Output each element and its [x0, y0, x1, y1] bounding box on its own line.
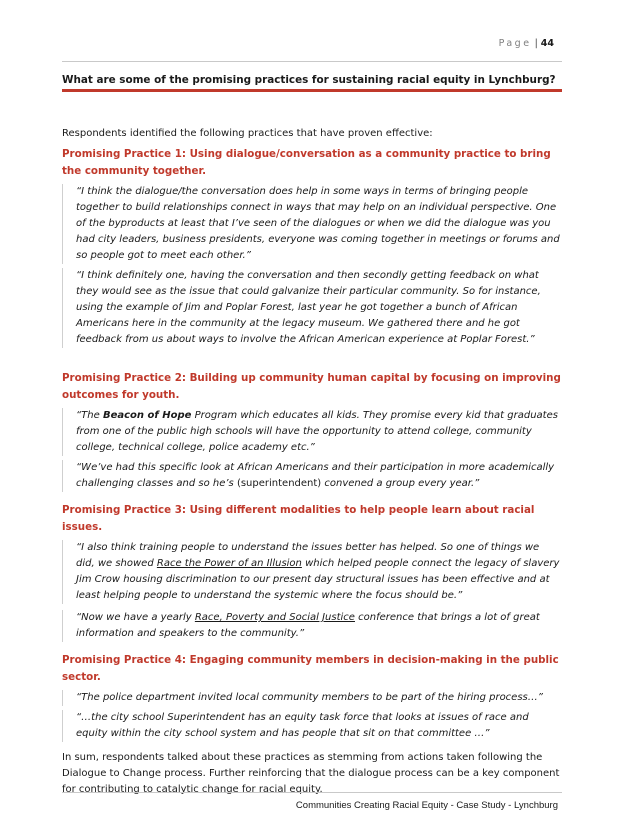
practice-3-title: Promising Practice 3: Using different modalities to help people learn about racial issues.	[62, 504, 535, 533]
intro-paragraph: Respondents identified the following practices that have proven effective:	[62, 128, 433, 139]
section-question: What are some of the promising practices for sustaining racial equity in Lynchburg?	[62, 74, 556, 86]
quote-text: “I also think training people to understand the issues better has helped. So one of things we did, we showed	[76, 542, 540, 569]
practice-2-quote-2	[62, 460, 562, 492]
quote-text: “We’ve had this specific look at African Americans and their participation in more academically challenging classes and so he’s	[76, 462, 555, 489]
quote-text: convened a group every year.”	[321, 478, 480, 489]
page-label: Page	[498, 38, 532, 49]
program-name: Beacon of Hope	[102, 410, 192, 421]
document-body	[62, 126, 562, 798]
conference-title: Race, Poverty and Social Justice	[194, 612, 355, 623]
film-title: Race the Power of an Illusion	[156, 558, 302, 569]
page-number: 44	[540, 38, 554, 49]
practice-4-quote-1: “The police department invited local community members to be part of the hiring process…”	[62, 690, 562, 706]
practice-1-quote-2: “I think definitely one, having the conversation and then secondly getting feedback on what they would see as the issue that could galvanize their particular community. So for instance, using the example of Jim and Poplar Forest, last year he got together a bunch of African Americans here in the community at the legacy museum. We gathered there and he got feedback from us about ways to involve the African American experience at Poplar Forest.”	[62, 268, 562, 348]
practice-2-quote-1	[62, 408, 562, 456]
quote-text: “The	[76, 410, 103, 421]
header-divider	[62, 61, 562, 62]
quote-text: conference that brings a lot of great information and speakers to the community.”	[76, 612, 540, 639]
practice-3-quote-2	[62, 610, 562, 642]
practice-4-title: Promising Practice 4: Engaging community members in decision-making in the public sector.	[62, 654, 559, 683]
quote-aside: (superintendent)	[236, 478, 322, 489]
section-heading-block	[62, 74, 562, 92]
practice-1-quote-1: “I think the dialogue/the conversation does help in some ways in terms of bringing people together to build relationships connect in ways that may help on an individual perspective. One of the byproducts at least that I’ve seen of the dialogues or when we did the dialogue was you had city leaders, business presidents, everyone was coming together in meetings or forums and so people got to meet each other.”	[62, 184, 562, 264]
practice-2-title: Promising Practice 2: Building up community human capital by focusing on improving outcomes for youth.	[62, 372, 561, 401]
page-number-header	[499, 38, 554, 49]
practice-3-quote-1	[62, 540, 562, 604]
page-separator: |	[534, 38, 538, 49]
footer-divider	[62, 792, 562, 793]
practice-1-title: Promising Practice 1: Using dialogue/conversation as a community practice to bring the community together.	[62, 148, 551, 177]
summary-paragraph: In sum, respondents talked about these practices as stemming from actions taken following the Dialogue to Change process. Further reinforcing that the dialogue process can be a key component for contributing to catalytic change for racial equity.	[62, 752, 560, 795]
quote-text: “Now we have a yearly	[76, 612, 195, 623]
practice-4-quote-2: “…the city school Superintendent has an equity task force that looks at issues of race and equity within the city school system and has people that sit on that committee …”	[62, 710, 562, 742]
quote-text: Program which educates all kids. They promise every kid that graduates from one of the public high schools will have the opportunity to attend college, community college, technical college, police academy etc.”	[76, 410, 558, 453]
footer-text: Communities Creating Racial Equity - Case Study - Lynchburg	[295, 800, 558, 811]
quote-text: which helped people connect the legacy of slavery Jim Crow housing discrimination to our present day structural issues has been effective and at least helping people to understand the systemic where the focus should be.”	[76, 558, 560, 601]
